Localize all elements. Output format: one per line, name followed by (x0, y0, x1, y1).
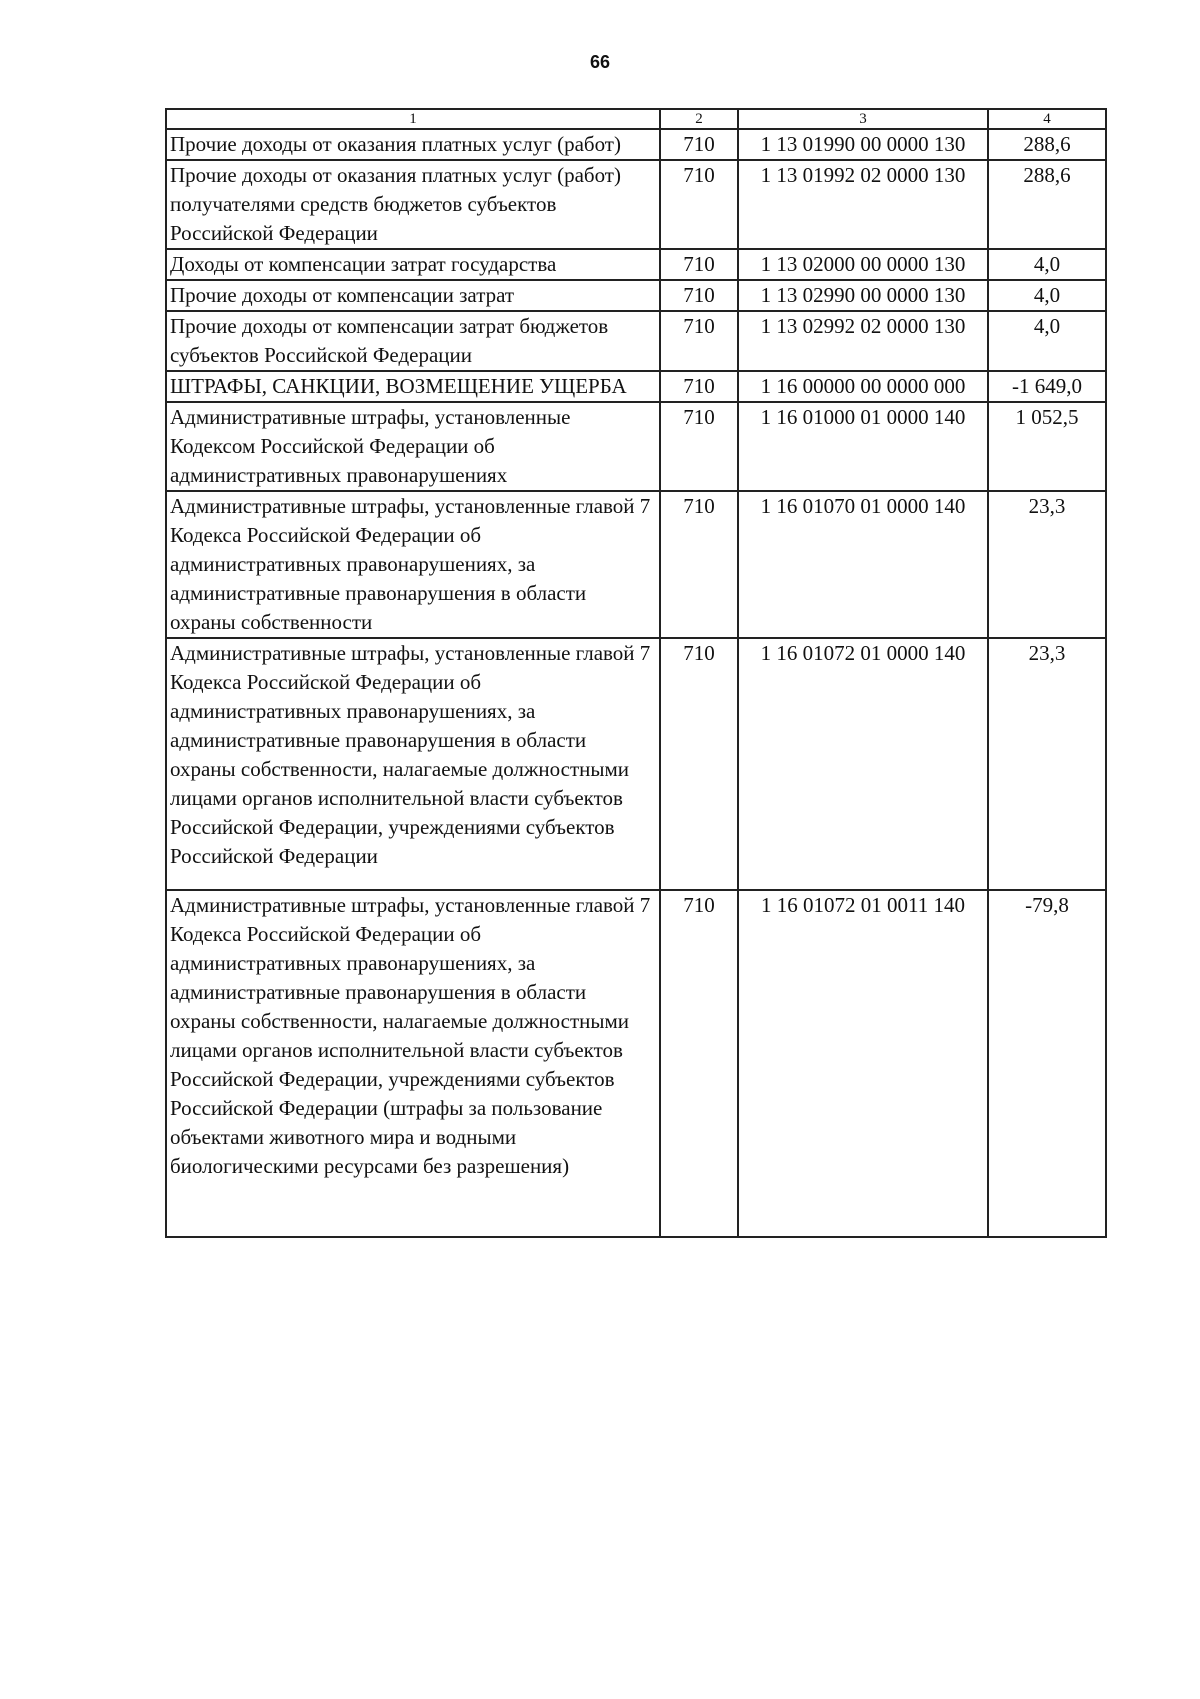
header-cell-1: 1 (166, 109, 660, 129)
table-row (166, 249, 1106, 280)
table-row (166, 491, 1106, 638)
row-amount: -79,8 (988, 890, 1106, 1237)
row-amount: 4,0 (988, 311, 1106, 371)
table-row (166, 402, 1106, 491)
row-name: Административные штрафы, установленные главой 7 Кодекса Российской Федерации об административных правонарушениях, за административные правонарушения в области охраны собственности (166, 491, 660, 638)
row-kbk: 1 16 01000 01 0000 140 (738, 402, 988, 491)
row-kbk: 1 16 01070 01 0000 140 (738, 491, 988, 638)
header-cell-2: 2 (660, 109, 738, 129)
row-code: 710 (660, 311, 738, 371)
row-code: 710 (660, 402, 738, 491)
row-kbk: 1 16 01072 01 0000 140 (738, 638, 988, 890)
table-row (166, 129, 1106, 160)
row-kbk: 1 13 02992 02 0000 130 (738, 311, 988, 371)
row-kbk: 1 13 01992 02 0000 130 (738, 160, 988, 249)
row-code: 710 (660, 491, 738, 638)
row-name: Административные штрафы, установленные Кодексом Российской Федерации об административных правонарушениях (166, 402, 660, 491)
table-row (166, 638, 1106, 890)
table-row (166, 371, 1106, 402)
budget-table (165, 108, 1107, 1238)
row-code: 710 (660, 638, 738, 890)
row-code: 710 (660, 280, 738, 311)
row-amount: 4,0 (988, 280, 1106, 311)
table-row (166, 280, 1106, 311)
row-amount: 23,3 (988, 638, 1106, 890)
row-kbk: 1 16 00000 00 0000 000 (738, 371, 988, 402)
row-amount: 23,3 (988, 491, 1106, 638)
row-code: 710 (660, 129, 738, 160)
row-name: ШТРАФЫ, САНКЦИИ, ВОЗМЕЩЕНИЕ УЩЕРБА (166, 371, 660, 402)
row-name: Административные штрафы, установленные главой 7 Кодекса Российской Федерации об административных правонарушениях, за административные правонарушения в области охраны собственности, налагаемые должностными лицами органов исполнительной власти субъектов Российской Федерации, учреждениями субъектов Российской Федерации (штрафы за пользование объектами животного мира и водными биологическими ресурсами без разрешения) (166, 890, 660, 1237)
row-name: Доходы от компенсации затрат государства (166, 249, 660, 280)
row-kbk: 1 13 02990 00 0000 130 (738, 280, 988, 311)
row-code: 710 (660, 371, 738, 402)
header-cell-4: 4 (988, 109, 1106, 129)
row-amount: 1 052,5 (988, 402, 1106, 491)
row-code: 710 (660, 890, 738, 1237)
row-amount: -1 649,0 (988, 371, 1106, 402)
row-name: Прочие доходы от компенсации затрат (166, 280, 660, 311)
row-kbk: 1 13 01990 00 0000 130 (738, 129, 988, 160)
row-name: Административные штрафы, установленные главой 7 Кодекса Российской Федерации об административных правонарушениях, за административные правонарушения в области охраны собственности, налагаемые должностными лицами органов исполнительной власти субъектов Российской Федерации, учреждениями субъектов Российской Федерации (166, 638, 660, 890)
row-name: Прочие доходы от компенсации затрат бюджетов субъектов Российской Федерации (166, 311, 660, 371)
page-number: 66 (589, 52, 611, 72)
row-name: Прочие доходы от оказания платных услуг (работ) получателями средств бюджетов субъектов Российской Федерации (166, 160, 660, 249)
row-kbk: 1 13 02000 00 0000 130 (738, 249, 988, 280)
row-kbk: 1 16 01072 01 0011 140 (738, 890, 988, 1237)
table-row (166, 160, 1106, 249)
header-cell-3: 3 (738, 109, 988, 129)
row-amount: 288,6 (988, 129, 1106, 160)
row-amount: 288,6 (988, 160, 1106, 249)
row-name: Прочие доходы от оказания платных услуг (работ) (166, 129, 660, 160)
header-row (166, 109, 1106, 129)
row-amount: 4,0 (988, 249, 1106, 280)
table-row (166, 311, 1106, 371)
row-code: 710 (660, 160, 738, 249)
table-row (166, 890, 1106, 1237)
row-code: 710 (660, 249, 738, 280)
